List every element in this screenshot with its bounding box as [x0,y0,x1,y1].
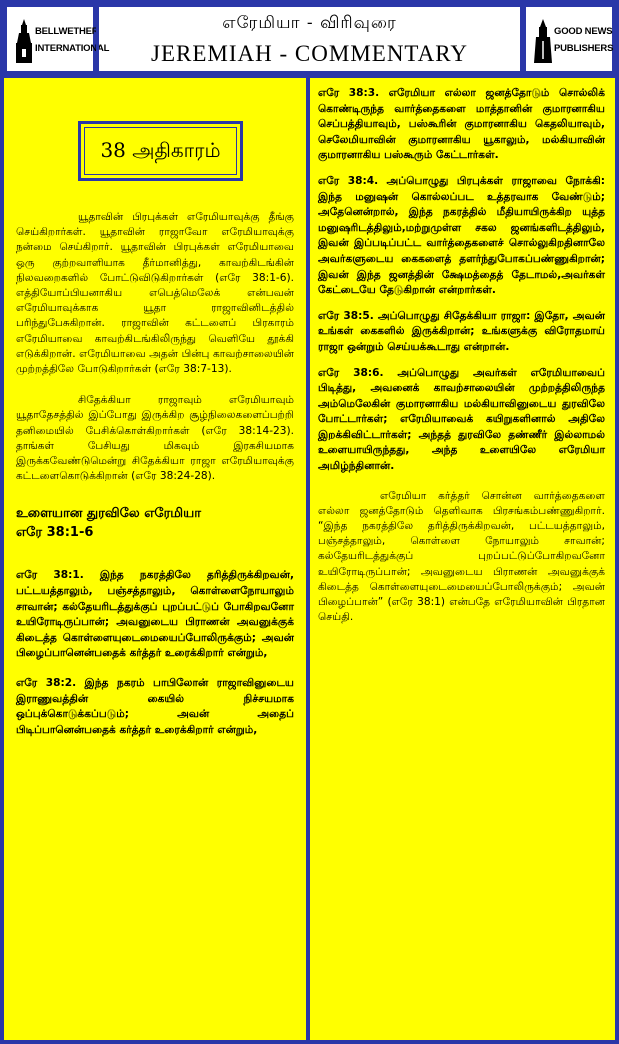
right-column [310,78,615,1040]
good-news-logo [523,4,615,74]
verse-38-2: எரே 38:2. இந்த நகரம் பாபிலோன் ராஜாவினுடைய இராணுவத்தின் கையில் நிச்சயமாக ஒப்புக்கொடுக்கப்படும்; அவன் அதைப் பிடிப்பானென்பதைக் கர்த்தர் உரைக்கிறார் என்றும், [16,677,294,736]
header [4,4,615,74]
verse-38-1: எரே 38:1. இந்த நகரத்திலே தரித்திருக்கிறவன், பட்டயத்தாலும், பஞ்சத்தாலும், கொள்ளைநோயாலும் சாவான்; கல்தேயரிடத்துக்குப் புறப்பட்டுப் போகிறவனோ உயிரோடிருப்பான்; அவனுடைய பிராணன் அவனுக்குக் கிடைத்த கொள்ளையுடைமையைப்போலிருக்கும்; அவன் பிழைப்பானென்பதைக் கர்த்தர் உரைக்கிறார் என்றும், [16,569,294,660]
section-title: உளையான துரவிலே எரேமியா [16,506,202,522]
summary-paragraph: சிதேக்கியா ராஜாவும் எரேமியாவும் யூதாதேசத்தில் இப்போது இருக்கிற சூழ்நிலைகளைப்பற்றி தனிமையில் பேசிக்கொள்கிறார்கள் (எரே 38:14-23). தாங்கள் பேசியது மிகவும் இரகசியமாக இருக்கவேண்டுமென்று சிதேக்கியா ராஜா எரேமியாவுக்கு கட்டளைகொடுக்கிறான் (எரே 38:24-28). [16,394,294,483]
chapter-heading: 38 அதிகாரம் [84,127,237,175]
title-tamil: எரேமியா - விரிவுரை [222,13,397,33]
intro-paragraph: யூதாவின் பிரபுக்கள் எரேமியாவுக்கு தீங்கு செய்கிறார்கள். யூதாவின் ராஜாவோ எரேமியாவுக்கு நன்மை செய்கிறார். யூதாவின் பிரபுக்கள் எரேமியாவை ஒரு குற்றவாளியாக தீர்மானித்து, காவற்கிடங்கின் நிலவறைகளில் போட்டுவிடுகிறார்கள் (எரே 38:1-6). எத்தியோப்பியனாகிய எபெத்மெலேக் என்பவன் எரேமியாவுக்காக யூதா ராஜாவினிடத்தில் பரிந்துபேசுகிறான். ராஜாவின் கட்டளைப் பிரகாரம் எரேமியாவை காவற்கிடங்கிலிருந்து வெளியே தூக்கி எடுக்கிறான். எரேமியாவை அதன் பின்பு காவற்சாலையின் முற்றத்திலே போடுகிறார்கள் (எரே 38:7-13). [16,211,294,376]
chapter-heading-box [78,121,243,181]
left-logo-text: BELLWETHER INTERNATIONAL [35,26,110,54]
verse-38-4: எரே 38:4. அப்பொழுது பிரபுக்கள் ராஜாவை நோக்கி: இந்த மனுஷன் கொல்லப்பட உத்தரவாக வேண்டும்; அதேனென்றால், இந்த நகரத்தில் மீதியாயிருக்கிற யுத்த மனுஷரிடத்திலும்,மற்றுமுள்ள சகல ஜனங்களிடத்திலும், இவன் இப்படிப்பட்ட வார்த்தைகளைச் சொல்லுகிறதினாலே அவர்களுடைய கைகளைத் தளர்ந்துபோகப்பண்ணுகிறான்; இவன் இந்த ஜனத்தின் க்ஷேமத்தைத் தேடாமல்,அவர்கள் கேட்டையே தேடுகிறான் என்றார்கள். [318,174,605,297]
title-area [96,4,523,74]
verse-38-3: எரே 38:3. எரேமியா எல்லா ஜனத்தோடும் சொல்லிக் கொண்டிருந்த வார்த்தைகளை மாத்தானின் குமாரனாகிய செப்பத்தியாவும், பஸ்கூரின் குமாரனாகிய கெதலியாவும், செலேமியாவின் குமாரனாகிய யூகாலும், மல்கியாவின் குமாரனாகிய பஸ்கூரும் கேட்டார்கள். [318,87,605,162]
right-logo-text: GOOD NEWS PUBLISHERS [554,26,614,54]
title-english: JEREMIAH - COMMENTARY [151,41,468,66]
book-tower-icon [532,19,554,63]
bellwether-logo [4,4,110,74]
section-reference: எரே 38:1-6 [16,525,94,541]
bell-tower-icon [13,19,35,63]
left-column [4,78,306,1040]
closing-paragraph: எரேமியா கர்த்தர் சொன்ன வார்த்தைகளை எல்லா ஜனத்தோடும் தெளிவாக பிரசங்கம்பண்ணுகிறார். “இந்த நகரத்திலே தரித்திருக்கிறவன், பட்டயத்தாலும், பஞ்சத்தாலும், கொள்ளை நோயாலும் சாவான்; கல்தேயரிடத்துக்குப் புறப்பட்டுப்போகிறவனோ உயிரோடிருப்பான்; அவனுடைய பிராணன் அவனுக்குக் கிடைத்த கொள்ளையுடைமையைப்போலிருக்கும்; அவன் பிழைப்பான்” (எரே 38:1) என்பதே எரேமியாவின் பிரதான செய்தி. [318,489,605,624]
verse-38-5: எரே 38:5. அப்பொழுது சிதேக்கியா ராஜா: இதோ, அவன் உங்கள் கைகளில் இருக்கிறான்; உங்களுக்கு விரோதமாய் ராஜா ஒன்றும் செய்யக்கூடாது என்றான். [318,309,605,353]
verse-38-6: எரே 38:6. அப்பொழுது அவர்கள் எரேமியாவைப் பிடித்து, அவனைக் காவற்சாலையின் முற்றத்திலிருந்த அம்மெலேகின் குமாரனாகிய மல்கியாவினுடைய துரவிலே போட்டார்கள்; எரேமியாவைக் கயிறுகளினால் அதிலே இறக்கிவிட்டார்கள்; அந்தத் துரவிலே தண்ணீர் இல்லாமல் உளையாயிருந்தது, அந்த உளையிலே எரேமியா அமிழ்ந்தினான். [318,366,605,473]
